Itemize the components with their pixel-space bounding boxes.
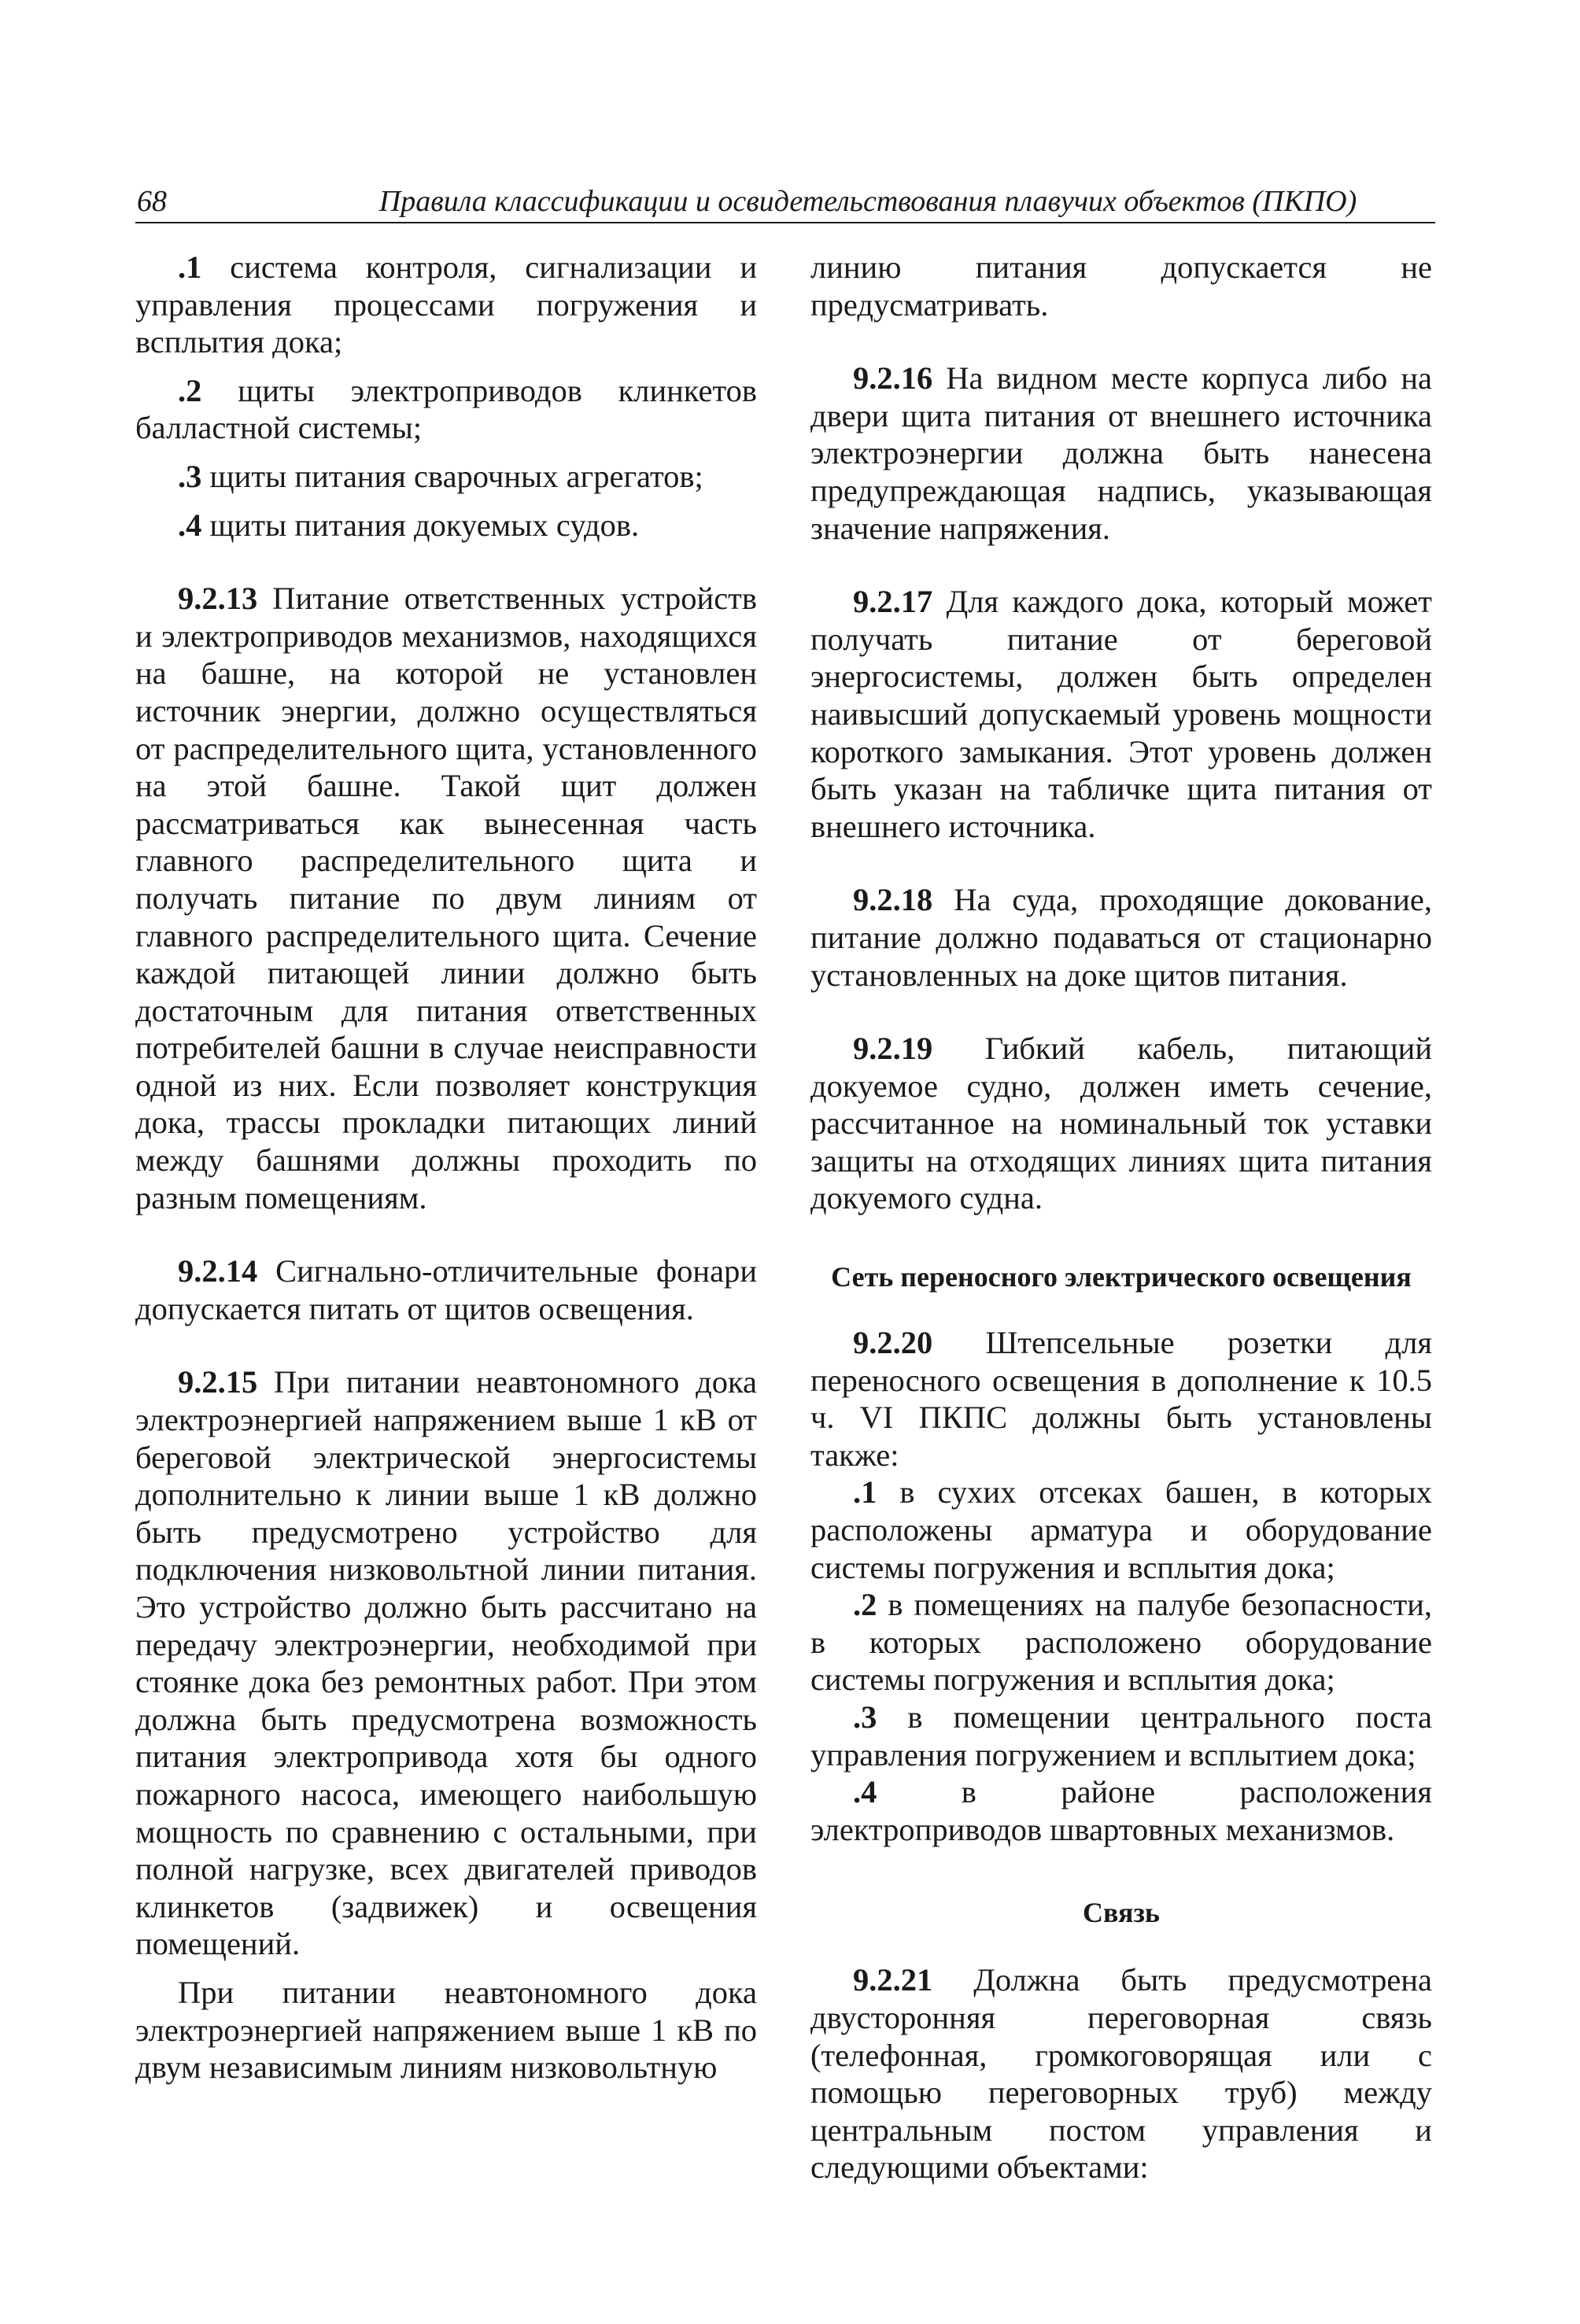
clause-text: Штепсельные розетки для переносного освещения в дополнение к 10.5 ч. VI ПКПС должны быть установлены также: (810, 1325, 1432, 1473)
list-item (135, 249, 757, 361)
item-text: система контроля, сигнализации и управления процессами погружения и всплытия дока; (135, 249, 757, 360)
paragraph-9-2-17 (810, 583, 1432, 845)
paragraph-9-2-21 (810, 1961, 1432, 2186)
paragraph-9-2-18 (810, 881, 1432, 994)
item-number: .3 (853, 1699, 877, 1735)
clause-number: 9.2.13 (178, 581, 258, 617)
paragraph-continued: линию питания допускается не предусматривать. (810, 249, 1432, 323)
section-heading-communication: Связь (1083, 1897, 1160, 1929)
item-text: щиты питания сварочных агрегатов; (201, 458, 703, 494)
paragraph-9-2-14 (135, 1252, 757, 1327)
clause-text: Гибкий кабель, питающий докуемое судно, должен иметь сечение, рассчитанное на номинальный ток уставки защиты на отходящих линиях щита питания докуемого судна. (810, 1031, 1432, 1216)
item-number: .4 (178, 507, 202, 543)
clause-text: Должна быть предусмотрена двусторонняя переговорная связь (телефонная, громкоговорящая или с помощью переговорных труб) между центральным постом управления и следующими объектами: (810, 1962, 1432, 2186)
clause-number: 9.2.15 (178, 1364, 258, 1400)
clause-text: При питании неавтономного дока электроэнергией напряжением выше 1 кВ от береговой электрической энергосистемы дополнительно к линии выше 1 кВ должно быть предусмотрено устройство для подключения низковольтной линии питания. Это устройство должно быть рассчитано на передачу электроэнергии, необходимой при стоянке дока без ремонтных работ. При этом должна быть предусмотрена возможность питания электропривода хотя бы одного пожарного насоса, имеющего наибольшую мощность по сравнению с остальными, при полной нагрузке, всех двигателей приводов клинкетов (задвижек) и освещения помещений. (135, 1364, 757, 1962)
list-item (810, 1699, 1432, 1773)
clause-text: На суда, проходящие докование, питание должно подаваться от стационарно установленных на доке щитов питания. (810, 882, 1432, 993)
clause-number: 9.2.16 (853, 360, 933, 397)
item-text: щиты питания докуемых судов. (201, 507, 640, 543)
page-header (135, 183, 1435, 223)
list-item (135, 458, 757, 496)
clause-text: На видном месте корпуса либо на двери щита питания от внешнего источника электроэнергии должна быть нанесена предупреждающая надпись, указывающая значение напряжения. (810, 360, 1432, 546)
paragraph-9-2-16 (810, 360, 1432, 547)
clause-text: Питание ответственных устройств и электроприводов механизмов, находящихся на башне, на которой не установлен источник энергии, должно осуществляться от распределительного щита, установленного на этой башне. Такой щит должен рассматриваться как вынесенная часть главного распределительного щита и получать питание по двум линиям от главного распределительного щита. Сечение каждой питающей линии должно быть достаточным для питания ответственных потребителей башни в случае неисправности одной из них. Если позволяет конструкция дока, трассы прокладки питающих линий между башнями должны проходить по разным помещениям. (135, 581, 757, 1215)
item-number: .2 (853, 1587, 877, 1623)
paragraph-9-2-15-continued: При питании неавтономного дока электроэнергией напряжением выше 1 кВ по двум независимым линиям низковольтную (135, 1974, 757, 2086)
paragraph-9-2-19 (810, 1030, 1432, 1217)
item-number: .3 (178, 458, 202, 494)
clause-number: 9.2.21 (853, 1962, 933, 1998)
clause-text: Сигнально-отличительные фонари допускается питать от щитов освещения. (135, 1253, 757, 1326)
clause-number: 9.2.14 (178, 1253, 258, 1289)
left-column (135, 249, 757, 2086)
clause-number: 9.2.20 (853, 1325, 933, 1361)
running-title: Правила классификации и освидетельствования плавучих объектов (ПКПО) (378, 185, 1357, 218)
list-item (135, 507, 757, 544)
item-text: в районе расположения электроприводов швартовных механизмов. (810, 1774, 1432, 1847)
item-number: .1 (853, 1474, 877, 1511)
paragraph-9-2-15 (135, 1363, 757, 1963)
page-number: 68 (137, 185, 167, 218)
item-text: в помещениях на палубе безопасности, в которых расположено оборудование системы погружения и всплытия дока; (810, 1587, 1432, 1698)
item-number: .1 (178, 249, 202, 285)
clause-number: 9.2.17 (853, 584, 933, 620)
clause-number: 9.2.18 (853, 882, 933, 918)
item-number: .4 (853, 1774, 877, 1810)
list-item (810, 1773, 1432, 1848)
paragraph-9-2-20 (810, 1324, 1432, 1474)
item-text: в помещении центрального поста управления погружением и всплытием дока; (810, 1699, 1432, 1773)
clause-text: Для каждого дока, который может получать питание от береговой энергосистемы, должен быть определен наивысший допускаемый уровень мощности короткого замыкания. Этот уровень должен быть указан на табличке щита питания от внешнего источника. (810, 584, 1432, 844)
item-number: .2 (178, 372, 202, 408)
clause-number: 9.2.19 (853, 1031, 933, 1067)
right-column (810, 249, 1432, 2186)
item-text: щиты электроприводов клинкетов балластной системы; (135, 372, 757, 446)
list-item (810, 1586, 1432, 1699)
list-item (135, 372, 757, 447)
list-item (810, 1474, 1432, 1586)
paragraph-9-2-13 (135, 580, 757, 1216)
section-heading-lighting: Сеть переносного электрического освещения (831, 1261, 1412, 1293)
item-text: в сухих отсеках башен, в которых расположены арматура и оборудование системы погружения и всплытия дока; (810, 1474, 1432, 1585)
